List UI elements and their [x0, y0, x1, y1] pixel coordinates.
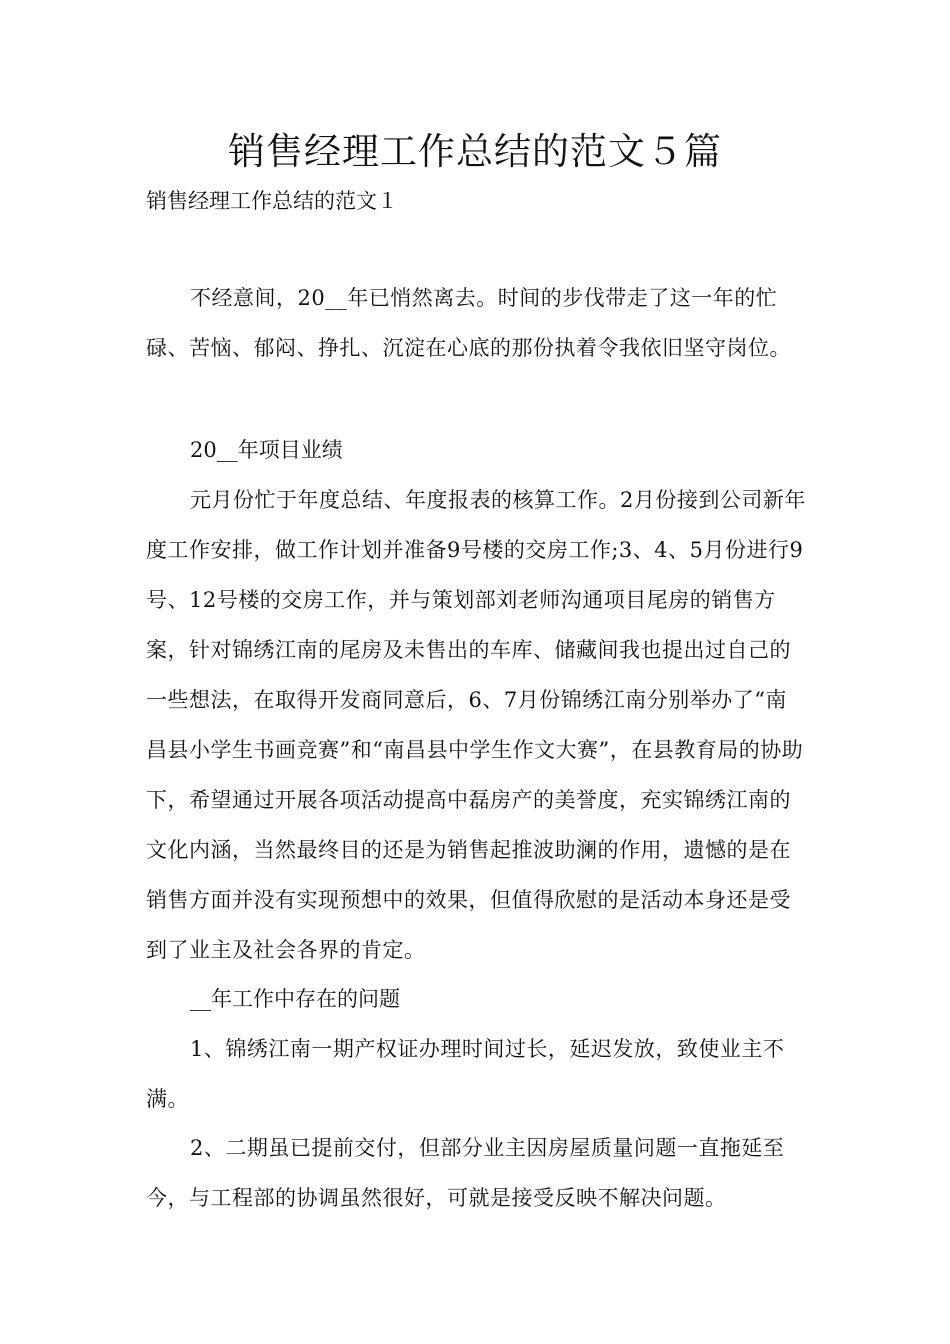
problem-item-1: 1、锦绣江南一期产权证办理时间过长，延迟发放，致使业主不满。	[146, 1037, 785, 1111]
performance-paragraph: 元月份忙于年度总结、年度报表的核算工作。2月份接到公司新年度工作安排，做工作计划并准备9号楼的交房工作;3、4、5月份进行9号、12号楼的交房工作，并与策划部刘老师沟通项目尾房的销售方案，针对锦绣江南的尾房及未售出的车库、储藏间我也提出过自己的一些想法，在取得开发商同意后，6、7月份锦绣江南分别举办了“南昌县小学生书画竞赛”和“南昌县中学生作文大赛”，在县教育局的协助下，希望通过开展各项活动提高中磊房产的美誉度，充实锦绣江南的文化内涵，当然最终目的还是为销售起推波助澜的作用，遗憾的是在销售方面并没有实现预想中的效果，但值得欣慰的是活动本身还是受到了业主及社会各界的肯定。	[146, 488, 806, 962]
section-heading-performance: 20__年项目业绩	[190, 438, 343, 462]
document-subtitle: 销售经理工作总结的范文１	[146, 189, 398, 213]
intro-paragraph: 不经意间，20__年已悄然离去。时间的步伐带走了这一年的忙碌、苦恼、郁闷、挣扎、沉淀在心底的那份执着令我依旧坚守岗位。	[146, 286, 791, 360]
section-heading-problems: __年工作中存在的问题	[190, 987, 400, 1011]
document-title: 销售经理工作总结的范文５篇	[228, 130, 722, 173]
problem-item-2: 2、二期虽已提前交付，但部分业主因房屋质量问题一直拖延至今，与工程部的协调虽然很好，可就是接受反映不解决问题。	[146, 1136, 785, 1210]
